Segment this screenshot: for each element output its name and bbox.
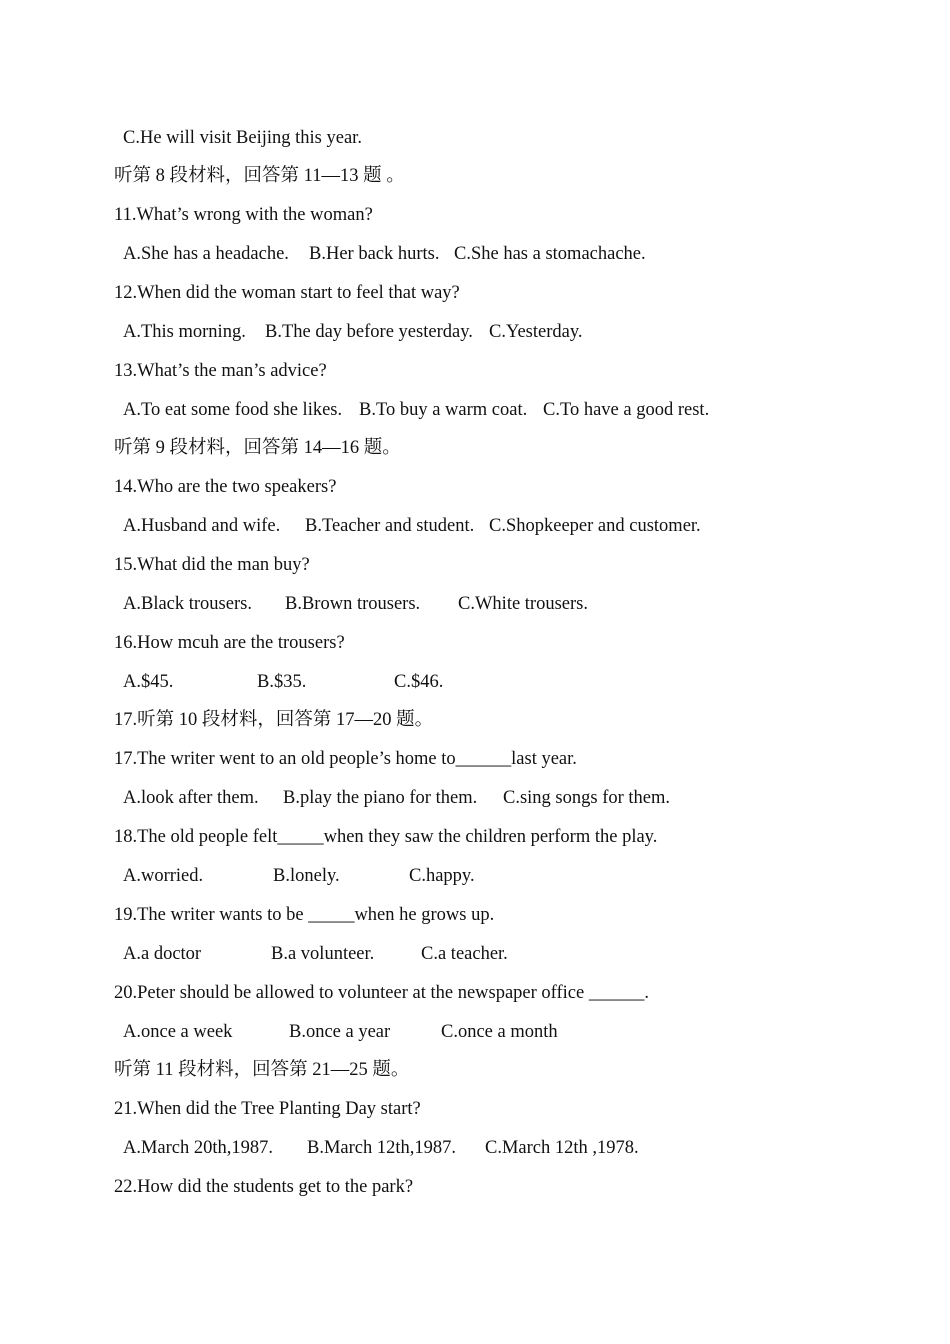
q15-option-a: A.Black trousers. xyxy=(123,594,252,614)
q14-option-a: A.Husband and wife. xyxy=(123,516,281,536)
q21-option-c: C.March 12th ,1978. xyxy=(485,1138,639,1158)
q11-option-b: B.Her back hurts. xyxy=(309,244,440,264)
question-19: 19.The writer wants to be _____when he grows up. xyxy=(114,905,495,925)
q17-option-b: B.play the piano for them. xyxy=(283,788,478,808)
question-12: 12.When did the woman start to feel that way? xyxy=(114,283,460,303)
q18-option-b: B.lonely. xyxy=(273,866,340,886)
q21-option-b: B.March 12th,1987. xyxy=(307,1138,457,1158)
q12-option-a: A.This morning. xyxy=(123,322,246,342)
question-18: 18.The old people felt_____when they saw the children perform the play. xyxy=(114,827,658,847)
question-11: 11.What’s wrong with the woman? xyxy=(114,205,373,225)
question-21: 21.When did the Tree Planting Day start? xyxy=(114,1099,421,1119)
question-15: 15.What did the man buy? xyxy=(114,555,310,575)
question-20: 20.Peter should be allowed to volunteer at the newspaper office ______. xyxy=(114,983,649,1003)
q17-option-c: C.sing songs for them. xyxy=(503,788,671,808)
q16-option-b: B.$35. xyxy=(257,672,307,692)
q16-option-a: A.$45. xyxy=(123,672,174,692)
question-14: 14.Who are the two speakers? xyxy=(114,477,337,497)
q15-option-c: C.White trousers. xyxy=(458,594,588,614)
q13-option-b: B.To buy a warm coat. xyxy=(359,400,528,420)
q13-option-a: A.To eat some food she likes. xyxy=(123,400,343,420)
q15-option-b: B.Brown trousers. xyxy=(285,594,421,614)
q17-option-a: A.look after them. xyxy=(123,788,259,808)
q18-option-a: A.worried. xyxy=(123,866,204,886)
q20-option-b: B.once a year xyxy=(289,1022,391,1042)
question-17: 17.The writer went to an old people’s home to______last year. xyxy=(114,749,577,769)
section-10-instruction: 17.听第 10 段材料，回答第 17—20 题。 xyxy=(114,710,434,730)
q16-option-c: C.$46. xyxy=(394,672,444,692)
q11-option-a: A.She has a headache. xyxy=(123,244,289,264)
q13-option-c: C.To have a good rest. xyxy=(543,400,710,420)
q10-option-c: C.He will visit Beijing this year. xyxy=(123,128,362,148)
q11-option-c: C.She has a stomachache. xyxy=(454,244,646,264)
q19-option-b: B.a volunteer. xyxy=(271,944,375,964)
section-8-instruction: 听第 8 段材料，回答第 11—13 题 。 xyxy=(114,166,405,186)
q12-option-c: C.Yesterday. xyxy=(489,322,583,342)
q19-option-a: A.a doctor xyxy=(123,944,202,964)
section-9-instruction: 听第 9 段材料，回答第 14—16 题。 xyxy=(114,438,401,458)
q14-option-b: B.Teacher and student. xyxy=(305,516,475,536)
q12-option-b: B.The day before yesterday. xyxy=(265,322,473,342)
section-11-instruction: 听第 11 段材料，回答第 21—25 题。 xyxy=(114,1060,410,1080)
q19-option-c: C.a teacher. xyxy=(421,944,508,964)
q20-option-a: A.once a week xyxy=(123,1022,233,1042)
question-16: 16.How mcuh are the trousers? xyxy=(114,633,345,653)
q18-option-c: C.happy. xyxy=(409,866,475,886)
question-22: 22.How did the students get to the park? xyxy=(114,1177,414,1197)
q14-option-c: C.Shopkeeper and customer. xyxy=(489,516,701,536)
question-13: 13.What’s the man’s advice? xyxy=(114,361,327,381)
q20-option-c: C.once a month xyxy=(441,1022,558,1042)
q21-option-a: A.March 20th,1987. xyxy=(123,1138,274,1158)
